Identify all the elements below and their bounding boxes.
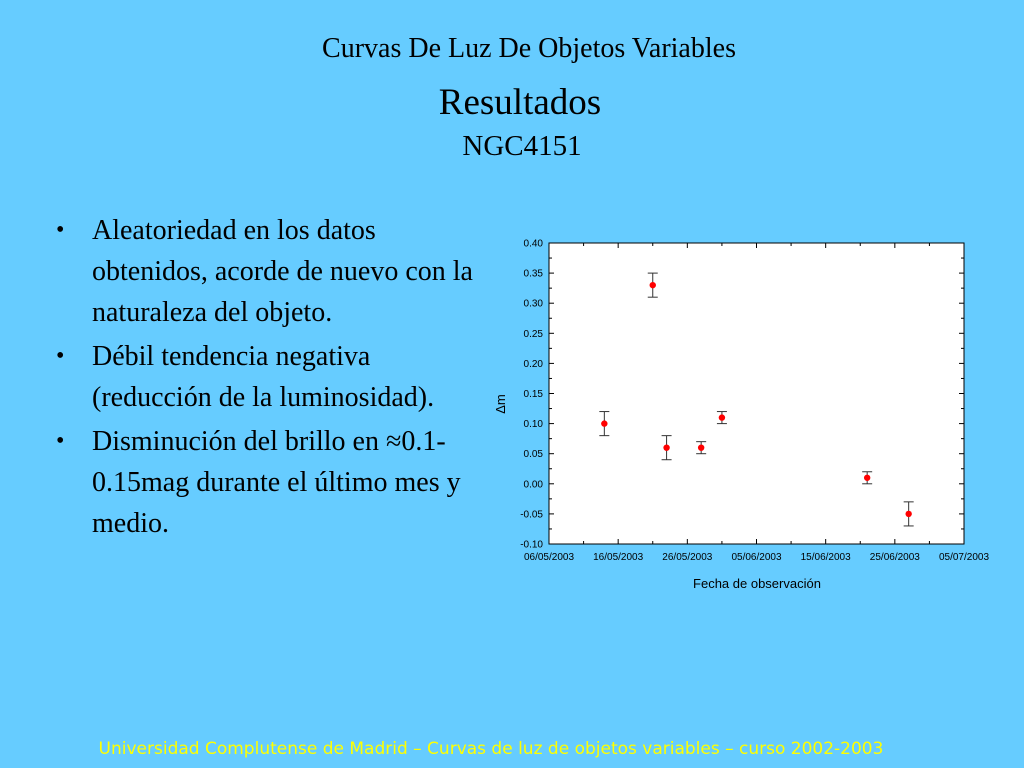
object-name: NGC4151: [462, 130, 582, 162]
data-marker: [864, 475, 870, 481]
bullet-list: [56, 210, 476, 547]
bullet-text-2: Débil tendencia negativa (reducción de la luminosidad).: [92, 341, 435, 413]
x-tick-label: 05/07/2003: [938, 552, 990, 563]
bullet-text-1: Aleatoriedad en los datos obtenidos, acorde de nuevo con la naturaleza del objeto.: [92, 215, 473, 328]
y-tick-label: 0.05: [523, 449, 543, 461]
y-tick-label: 0.20: [523, 358, 543, 370]
y-tick-label: 0.35: [523, 268, 543, 280]
data-marker: [698, 444, 704, 450]
y-tick-label: 0.40: [523, 238, 543, 250]
y-axis-label: Δm: [493, 394, 508, 414]
y-tick-label: 0.15: [523, 389, 543, 400]
x-tick-label: 06/05/2003: [523, 552, 575, 563]
x-axis-label: Fecha de observación: [693, 576, 821, 591]
plot-background: [549, 243, 964, 544]
x-tick-label: 05/06/2003: [731, 552, 782, 563]
slide-title: Curvas De Luz De Objetos Variables: [322, 33, 736, 64]
y-tick-label: 0.30: [523, 298, 543, 310]
bullet-item-1: [56, 210, 476, 333]
data-marker: [663, 444, 669, 450]
light-curve-chart: [480, 228, 1000, 598]
slide-subtitle: Resultados: [438, 82, 602, 123]
data-marker: [905, 511, 911, 517]
y-tick-label: 0.10: [523, 419, 543, 431]
footer-text: Universidad Complutense de Madrid – Curvas de luz de objetos variables – curso 2002-2003: [98, 739, 884, 759]
x-tick-label: 16/05/2003: [593, 552, 644, 563]
data-marker: [650, 282, 656, 288]
bullet-item-2: [56, 336, 476, 418]
bullet-text-3: Disminución del brillo en ≈0.1-0.15mag durante el último mes y medio.: [92, 426, 461, 539]
bullet-dot-icon: •: [56, 217, 65, 243]
y-tick-label: -0.05: [520, 509, 543, 521]
y-tick-label: 0.00: [523, 479, 543, 491]
data-marker: [719, 414, 725, 420]
data-marker: [601, 420, 607, 426]
y-tick-label: -0.10: [520, 539, 543, 551]
bullet-dot-icon: •: [56, 428, 65, 454]
y-tick-label: 0.25: [523, 328, 543, 340]
x-tick-label: 25/06/2003: [869, 552, 920, 563]
bullet-dot-icon: •: [56, 343, 65, 369]
bullet-item-3: [56, 421, 476, 544]
x-tick-label: 15/06/2003: [800, 552, 851, 563]
x-tick-label: 26/05/2003: [662, 552, 713, 563]
